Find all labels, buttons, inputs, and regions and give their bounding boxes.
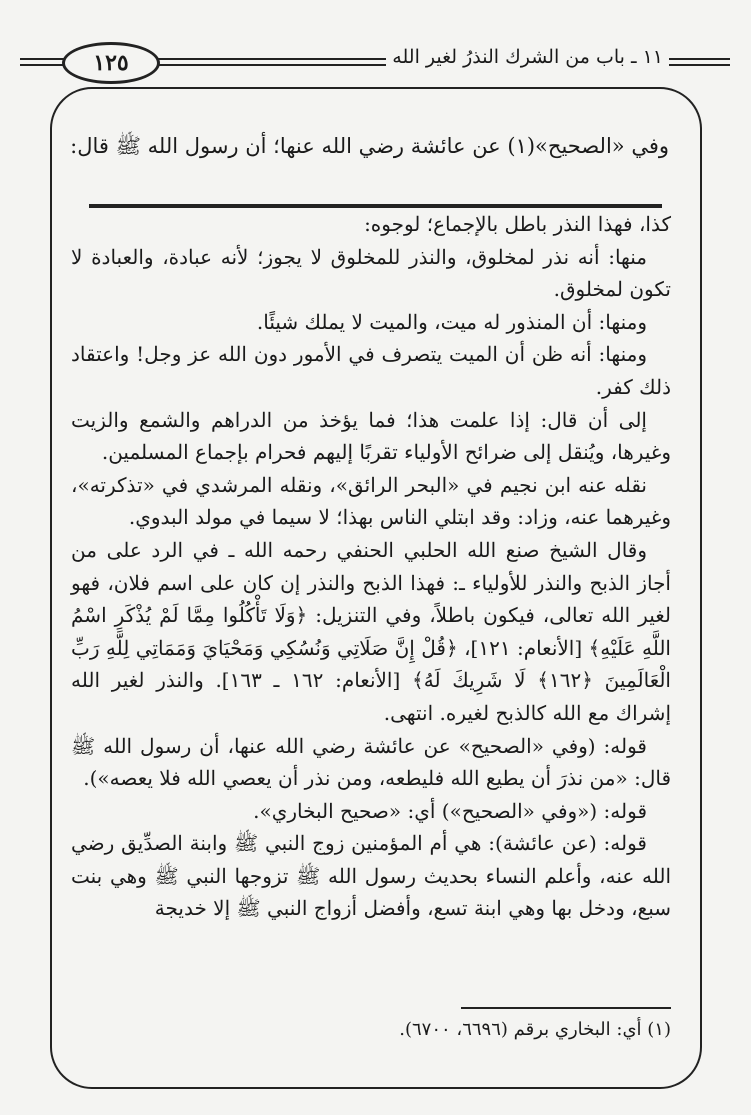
paragraph: إلى أن قال: إذا علمت هذا؛ فما يؤخذ من الدراهم والشمع والزيت وغيرها، ويُنقل إلى ضرائح الأولياء تقربًا إليهم فحرام بإجماع المسلمين. [71,407,671,465]
hadith-quote: وفي «الصحيح»(١) عن عائشة رضي الله عنها؛ أن رسول الله ﷺ قال: [70,134,669,158]
paragraph: قوله: («وفي «الصحيح») أي: «صحيح البخاري». [253,798,647,823]
paragraph: ومنها: أنه ظن أن الميت يتصرف في الأمور دون الله عز وجل! واعتقاد ذلك كفر. [71,342,671,399]
chapter-title: ١١ ـ باب من الشرك النذرُ لغير الله [386,46,669,68]
paragraph: وقال الشيخ صنع الله الحلبي الحنفي رحمه الله ـ في الرد على من أجاز الذبح والنذر للأولياء ـ: فهذا الذبح والنذر إن كان على اسم فلان، فهو لغير الله تعالى، فيكون باطلاً، وفي التنزيل: ﴿وَلَا تَأْكُلُوا مِمَّا لَمْ يُذْكَرِ اسْمُ اللَّهِ عَلَيْهِ﴾ [الأنعام: ١٢١]، ﴿قُلْ إِنَّ صَلَاتِي وَنُسُكِي وَمَحْيَايَ وَمَمَاتِي لِلَّهِ رَبِّ الْعَالَمِينَ ﴿١٦٢﴾ لَا شَرِيكَ لَهُ﴾ [الأنعام: ١٦٢ ـ ١٦٣]. والنذر لغير الله إشراك مع الله كالذبح لغيره. انتهى. [71,537,671,725]
paragraph: قوله: (وفي «الصحيح» عن عائشة رضي الله عنها، أن رسول الله ﷺ قال: «من نذرَ أن يطيع الله فليطعه، ومن نذر أن يعصي الله فلا يعصه»). [71,733,671,791]
footnote-rule [461,1007,671,1009]
paragraph: ومنها: أن المنذور له ميت، والميت لا يملك شيئًا. [256,309,647,334]
paragraph: كذا، فهذا النذر باطل بالإجماع؛ لوجوه: [364,212,671,236]
page-header [0,34,751,94]
paragraph: نقله عنه ابن نجيم في «البحر الرائق»، ونقله المرشدي في «تذكرته»، وغيرهما عنه، وزاد: وقد ابتلي الناس بهذا؛ لا سيما في مولد البدوي. [71,472,671,530]
paragraph: منها: أنه نذر لمخلوق، والنذر للمخلوق لا يجوز؛ لأنه عبادة، والعبادة لا تكون لمخلوق. [71,244,671,302]
page-number: ١٢٥ [62,42,160,84]
footnote: (١) أي: البخاري برقم (٦٦٩٦، ٦٧٠٠). [399,1019,671,1040]
commentary-body [71,208,671,925]
paragraph: قوله: (عن عائشة): هي أم المؤمنين زوج النبي ﷺ وابنة الصدِّيق رضي الله عنه، وأعلم النساء بحديث رسول الله ﷺ تزوجها النبي ﷺ وهي بنت سبع، ودخل بها وهي ابنة تسع، وأفضل أزواج النبي ﷺ إلا خديجة [71,831,671,921]
